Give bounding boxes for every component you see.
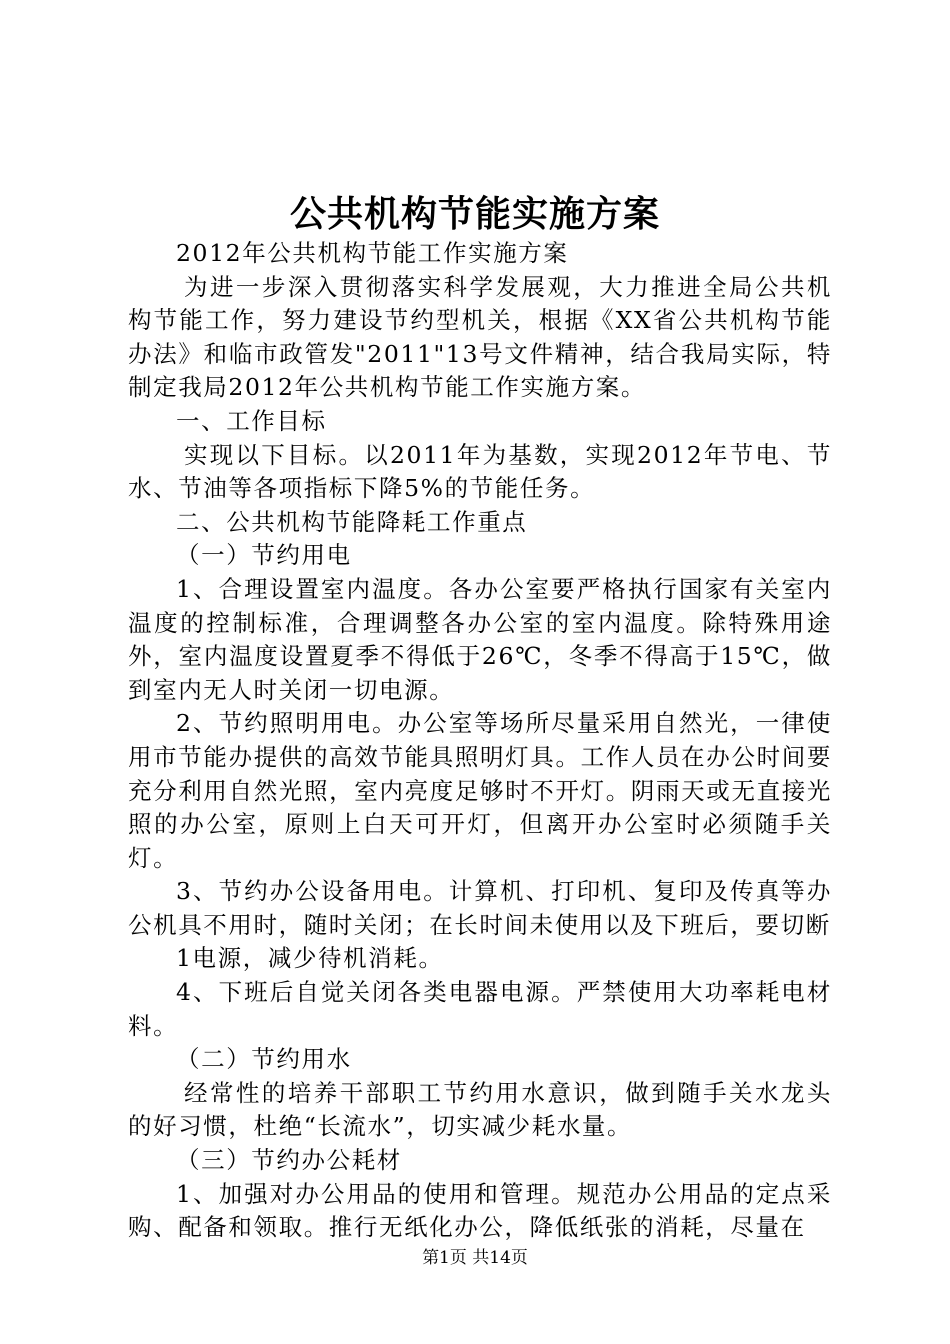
paragraph-office-equipment: 3、节约办公设备用电。计算机、打印机、复印及传真等办公机具不用时，随时关闭；在长时间未使用以及下班后，要切断: [128, 877, 832, 939]
subsection-heading-water: （二）节约用水: [176, 1045, 352, 1074]
intro-paragraph: 为进一步深入贯彻落实科学发展观，大力推进全局公共机构节能工作，努力建设节约型机关，根据《XX省公共机构节能办法》和临市政管发"2011"13号文件精神，结合我局实际，特制定我局2012年公共机构节能工作实施方案。: [128, 272, 832, 402]
paragraph-water: 经常性的培养干部职工节约用水意识，做到随手关水龙头的好习惯，杜绝“长流水”，切实减少耗水量。: [128, 1078, 832, 1141]
subsection-heading-electricity: （一）节约用电: [176, 541, 352, 570]
goals-paragraph: 实现以下目标。以2011年为基数，实现2012年节电、节水、节油等各项指标下降5%的节能任务。: [128, 440, 832, 503]
page-number: 第1页 共14页: [422, 1248, 528, 1268]
subsection-heading-supplies: （三）节约办公耗材: [176, 1146, 402, 1175]
section-heading-priorities: 二、公共机构节能降耗工作重点: [176, 507, 528, 536]
paragraph-appliances: 4、下班后自觉关闭各类电器电源。严禁使用大功率耗电材料。: [128, 978, 832, 1040]
section-heading-goals: 一、工作目标: [176, 406, 327, 435]
paragraph-standby: 1电源，减少待机消耗。: [176, 944, 444, 973]
paragraph-temperature: 1、合理设置室内温度。各办公室要严格执行国家有关室内温度的控制标准，合理调整各办公室的室内温度。除特殊用途外，室内温度设置夏季不得低于26℃，冬季不得高于15℃，做到室内无人时关闭一切电源。: [128, 574, 832, 704]
document-body: [128, 237, 832, 1245]
paragraph-supplies: 1、加强对办公用品的使用和管理。规范办公用品的定点采购、配备和领取。推行无纸化办公，降低纸张的消耗，尽量在: [128, 1179, 832, 1242]
subtitle-paragraph: 2012年公共机构节能工作实施方案: [176, 239, 569, 267]
document-title: 公共机构节能实施方案: [289, 193, 660, 235]
paragraph-lighting: 2、节约照明用电。办公室等场所尽量采用自然光，一律使用市节能办提供的高效节能具照明灯具。工作人员在办公时间要充分利用自然光照，室内亮度足够时不开灯。阴雨天或无直接光照的办公室，原则上白天可开灯，但离开办公室时必须随手关灯。: [128, 709, 832, 872]
